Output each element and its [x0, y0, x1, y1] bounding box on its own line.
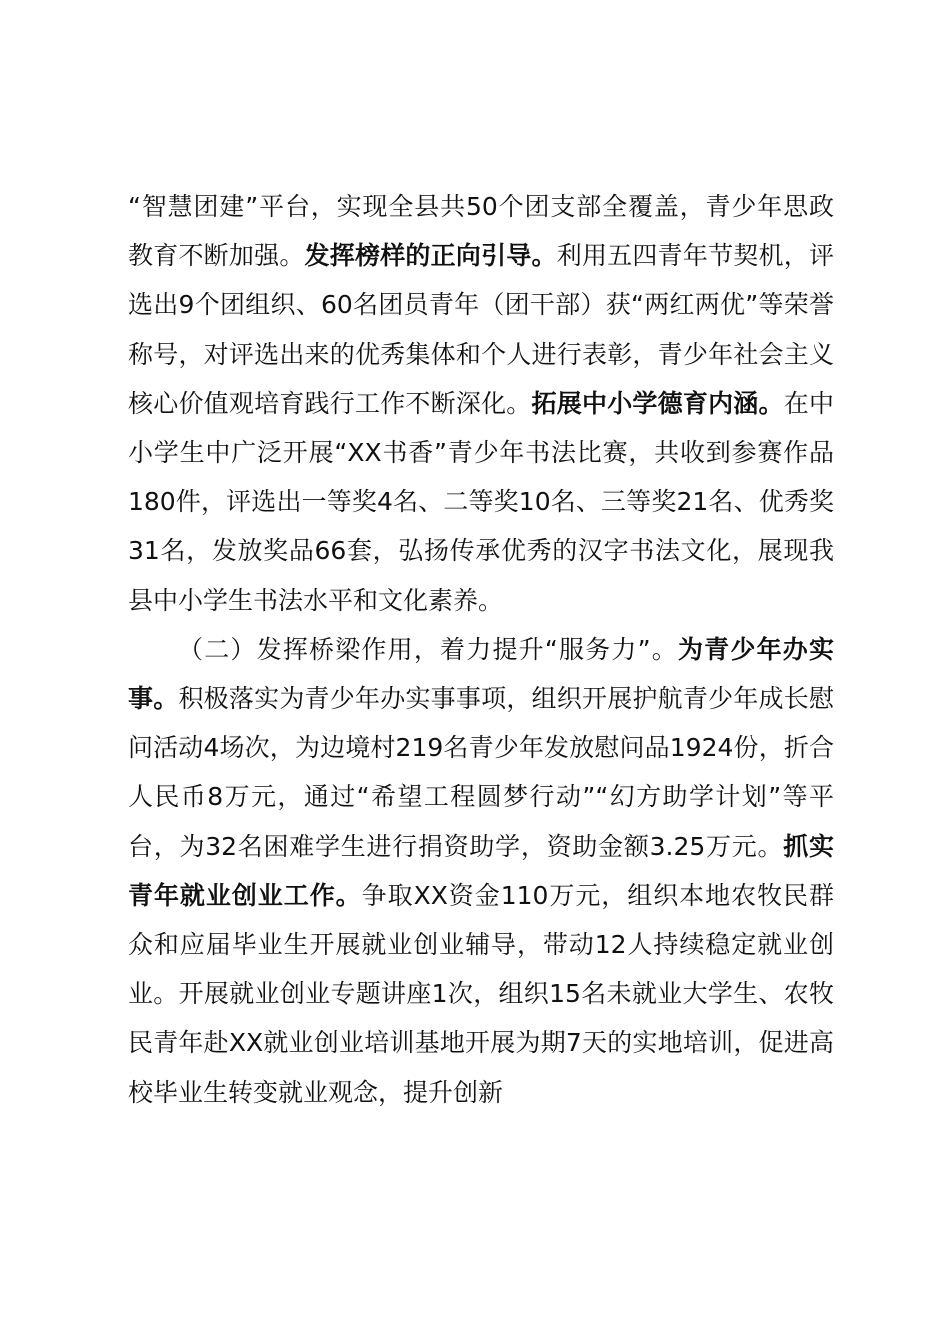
paragraph-1-text: “智慧团建”平台，实现全县共50个团支部全覆盖，青少年思政教育不断加强。 — [128, 192, 834, 271]
paragraph-1-text-3: 在中小学生中广泛开展“XX书香”青少年书法比赛，共收到参赛作品180件，评选出一等奖4名、二等奖10名、三等奖21名、优秀奖31名，发放奖品66套，弘扬传承优秀的汉字书法文化，展现我县中小学生书法水平和文化素养。 — [128, 388, 834, 615]
paragraph-1-text-2: 利用五四青年节契机，评选出9个团组织、60名团员青年（团干部）获“两红两优”等荣誉称号，对评选出来的优秀集体和个人进行表彰，青少年社会主义核心价值观培育践行工作不断深化。 — [128, 241, 834, 418]
paragraph-1 — [128, 182, 834, 625]
paragraph-2-text-2: 争取XX资金110万元，组织本地农牧民群众和应届毕业生开展就业创业辅导，带动12人持续稳定就业创业。开展就业创业专题讲座1次，组织15名未就业大学生、农牧民青年赴XX就业创业培训基地开展为期7天的实地培训，促进高校毕业生转变就业观念，提升创新 — [128, 880, 834, 1107]
paragraph-2 — [128, 625, 834, 1117]
document-body — [128, 182, 834, 1117]
paragraph-2-text: 积极落实为青少年办实事事项，组织开展护航青少年成长慰问活动4场次，为边境村219名青少年发放慰问品1924份，折合人民币8万元，通过“希望工程圆梦行动”“幻方助学计划”等平台，为32名困难学生进行捐资助学，资助金额3.25万元。 — [128, 684, 834, 861]
heading-practical-matters: 为青少年办实事。 — [128, 634, 834, 714]
heading-moral-education: 拓展中小学德育内涵。 — [531, 388, 784, 418]
section-heading-bridge: （二）发挥桥梁作用，着力提升“服务力”。 — [178, 634, 678, 664]
heading-employment: 抓实青年就业创业工作。 — [128, 831, 834, 910]
heading-role-model: 发挥榜样的正向引导。 — [304, 241, 557, 271]
